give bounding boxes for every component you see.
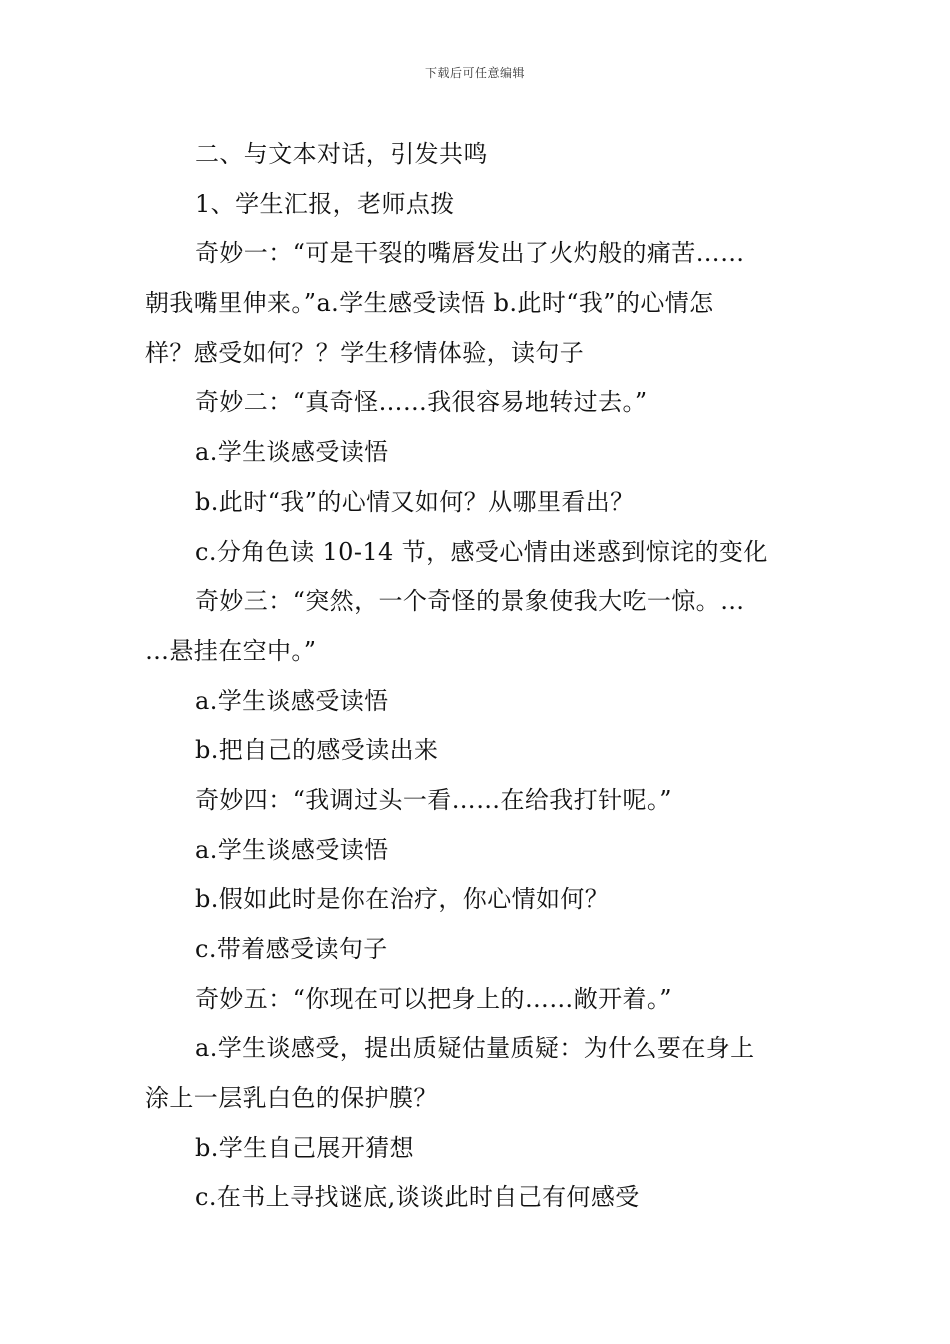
text-line: a.学生谈感受读悟: [195, 438, 389, 467]
text-line: a.学生谈感受读悟: [195, 686, 389, 715]
text-line: 二、与文本对话，引发共鸣: [195, 140, 488, 168]
text-line: c.带着感受读句子: [195, 935, 388, 963]
document-body: [145, 130, 810, 1223]
text-line: 奇妙一：“可是干裂的嘴唇发出了火灼般的痛苦……: [195, 239, 745, 268]
page-header-note: 下载后可任意编辑: [424, 66, 525, 80]
text-line: c.分角色读 10-14 节，感受心情由迷惑到惊诧的变化: [195, 537, 768, 566]
text-line: 朝我嘴里伸来。”a.学生感受读悟 b.此时“我”的心情怎: [145, 289, 714, 318]
text-line: c.在书上寻找谜底,谈谈此时自己有何感受: [195, 1183, 640, 1212]
text-line: 样？感受如何？？学生移情体验，读句子: [145, 338, 585, 367]
text-line: a.学生谈感受读悟: [195, 835, 389, 864]
text-line: 奇妙三：“突然，一个奇怪的景象使我大吃一惊。…: [195, 587, 745, 616]
text-line: …悬挂在空中。”: [145, 636, 317, 665]
text-line: b.此时“我”的心情又如何？从哪里看出？: [195, 487, 635, 516]
text-line: b.把自己的感受读出来: [195, 736, 439, 765]
text-line: 奇妙五：“你现在可以把身上的……敞开着。”: [195, 984, 672, 1013]
text-line: b.学生自己展开猜想: [195, 1133, 414, 1162]
text-line: 1、学生汇报，老师点拨: [195, 189, 455, 218]
text-line: 涂上一层乳白色的保护膜？: [145, 1084, 438, 1113]
text-line: 奇妙二：“真奇怪……我很容易地转过去。”: [195, 388, 648, 417]
text-line: b.假如此时是你在治疗，你心情如何？: [195, 885, 610, 914]
text-line: 奇妙四：“我调过头一看……在给我打针呢。”: [195, 785, 672, 814]
text-line: a.学生谈感受，提出质疑估量质疑：为什么要在身上: [195, 1034, 755, 1063]
